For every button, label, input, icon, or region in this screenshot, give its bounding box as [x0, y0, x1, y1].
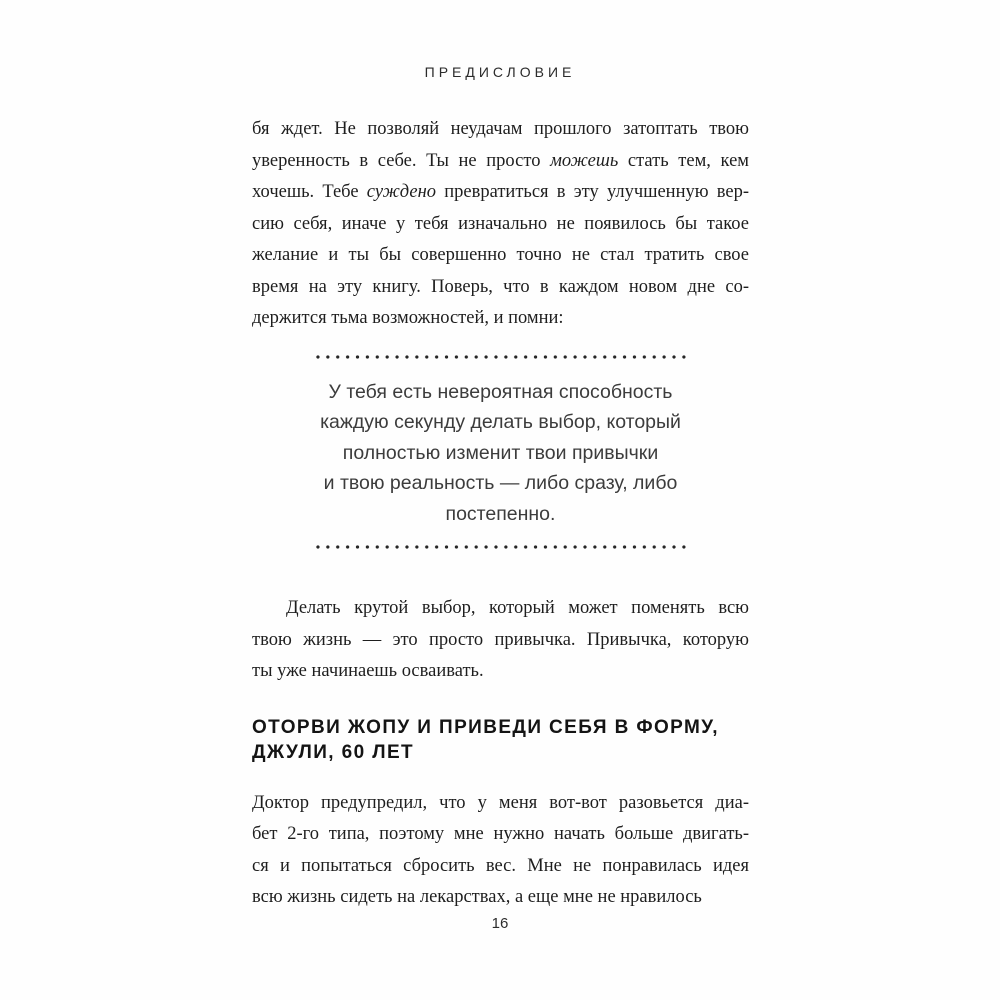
text-line: Делать крутой выбор, который может поменять всю — [286, 598, 749, 618]
paragraph-julie-story — [252, 788, 749, 914]
text-line: сию себя, иначе у тебя изначально не появилось бы такое — [252, 213, 749, 234]
text-line: каждую секунду делать выбор, который — [320, 411, 681, 433]
section-heading — [252, 715, 749, 765]
text-line: ся и попытаться сбросить вес. Мне не понравилась идея — [252, 855, 749, 876]
text-line: полностью изменит твои привычки — [342, 441, 659, 464]
page-number: 16 — [491, 915, 509, 932]
text-line: бет 2-го типа, поэтому мне нужно начать больше двигать- — [252, 824, 749, 844]
text-line: время на эту книгу. Поверь, что в каждом новом дне со- — [252, 276, 749, 297]
text-line: желание и ты бы совершенно точно не стал тратить свое — [252, 245, 749, 265]
pull-quote-block — [252, 355, 749, 550]
text-line: постепенно. — [445, 502, 556, 525]
text-line: ты уже начинаешь осваивать. — [252, 661, 484, 681]
dotted-divider-bottom — [313, 545, 689, 549]
text-line: ДЖУЛИ, 60 ЛЕТ — [252, 741, 415, 763]
text-line: и твою реальность — либо сразу, либо — [323, 472, 678, 494]
running-head: ПРЕДИСЛОВИЕ — [424, 64, 576, 80]
text-line: твою жизнь — это просто привычка. Привычка, которую — [252, 629, 749, 650]
pull-quote-text — [281, 377, 721, 530]
text-line: хочешь. Тебе суждено превратиться в эту улучшенную вер- — [252, 182, 750, 202]
text-line: всю жизнь сидеть на лекарствах, а еще мне не нравилось — [252, 887, 702, 907]
text-line: ОТОРВИ ЖОПУ И ПРИВЕДИ СЕБЯ В ФОРМУ, — [252, 716, 719, 738]
text-line: уверенность в себе. Ты не просто можешь стать тем, кем — [252, 150, 749, 171]
text-line: держится тьма возможностей, и помни: — [252, 308, 564, 328]
text-column — [252, 114, 749, 914]
text-line: бя ждет. Не позволяй неудачам прошлого затоптать твою — [252, 119, 749, 139]
paragraph-choice-habit — [252, 593, 749, 688]
text-line: У тебя есть невероятная способность — [328, 380, 673, 403]
dotted-divider-top — [313, 355, 689, 359]
text-line: Доктор предупредил, что у меня вот-вот разовьется диа- — [252, 792, 749, 813]
paragraph-continuation — [252, 114, 749, 335]
